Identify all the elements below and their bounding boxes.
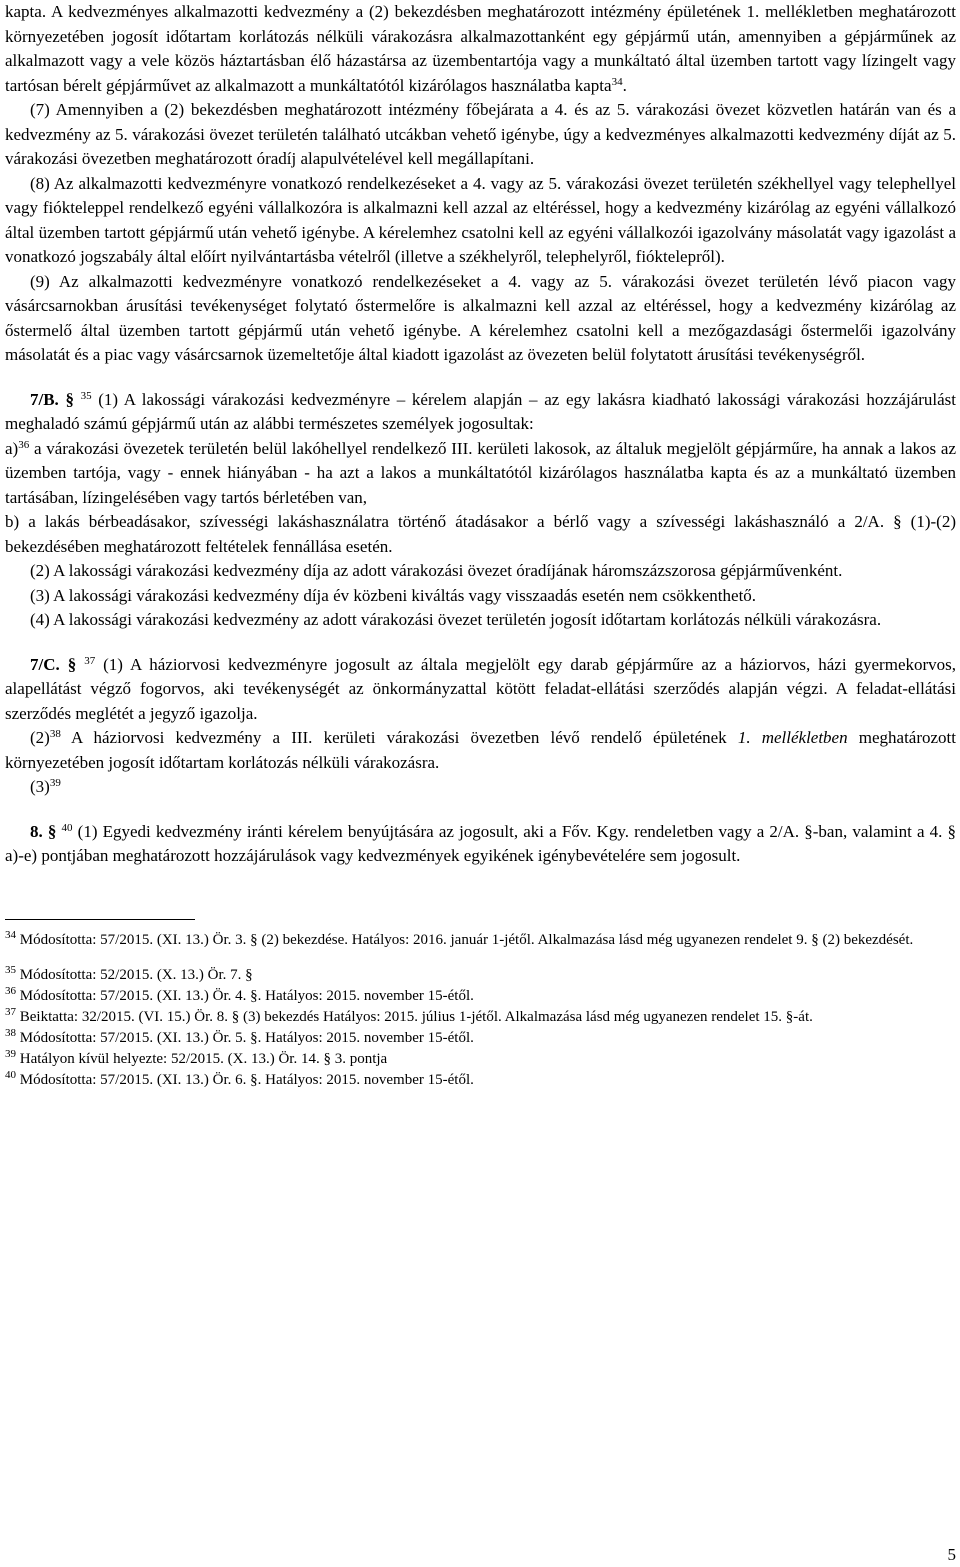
section-label-8: 8. § <box>30 821 57 841</box>
section-7c-text: (1) A háziorvosi kedvezményre jogosult az általa megjelölt egy darab gépjárműre az a háziorvos, házi gyermekorvos, alapellátást végző fogorvos, aki tevékenységét az önkormányzattal kötött feladat-ellátási szerződés alapján végzi. A feladat-ellátási szerződés meglétét a jegyző igazolja. <box>5 654 957 723</box>
footnote-text: Módosította: 57/2015. (XI. 13.) Ör. 4. §. Hatályos: 2015. november 15-étől. <box>19 987 474 1004</box>
section-gap <box>5 368 956 388</box>
paragraph-end: . <box>622 75 627 95</box>
paragraph-9: (9) Az alkalmazotti kedvezményre vonatkozó rendelkezéseket a 4. vagy az 5. várakozási övezet területén lévő piacon vagy vásárcsarnokban árusítási tevékenységet folytató őstermelőre is alkalmazni kell azzal az eltéréssel, hogy a kedvezmény kizárólag az őstermelő által üzemben tartott gépjármű után vehető igénybe. A kérelemhez csatolni kell a mezőgazdasági őstermelői igazolvány másolatát és a piac vagy vásárcsarnok üzemeltetője által kiadott igazolást az övezeten belül folytatott árusítási tevékenységről. <box>5 271 956 364</box>
footnote-number: 39 <box>5 1047 16 1060</box>
section-gap <box>5 633 956 653</box>
section-7c-paragraph-2 <box>5 726 956 775</box>
section-7b-paragraph-1 <box>5 388 956 437</box>
footnote-ref-37[interactable]: 37 <box>84 654 96 667</box>
annex-reference: 1. mellékletben <box>737 728 848 747</box>
section-7b-paragraph-4: (4) A lakossági várakozási kedvezmény az adott várakozási övezet területén jogosít időtartam korlátozás nélküli várakozásra. <box>30 610 882 629</box>
section-gap <box>5 891 956 913</box>
paragraph-2-label: (2) <box>30 728 50 747</box>
section-gap <box>5 800 956 820</box>
footnote-ref-40[interactable]: 40 <box>61 821 73 834</box>
footnote-text: Módosította: 52/2015. (X. 13.) Ör. 7. § <box>19 966 253 983</box>
section-8-text: (1) Egyedi kedvezmény iránti kérelem benyújtására az jogosult, aki a Főv. Kgy. rendeletben vagy a 2/A. §-ban, valamint a 4. § a)-e) pontjában meghatározott hozzájárulások vagy kedvezmények egyikének igénybevételére sem jogosult. <box>5 821 957 865</box>
footnote-40 <box>5 1070 956 1091</box>
footnote-number: 35 <box>5 963 16 976</box>
footnotes <box>5 930 956 1091</box>
footnote-gap <box>5 951 956 965</box>
paragraph-2-end: meghatározott környezetében jogosít időtartam korlátozás nélküli várakozásra. <box>5 728 956 772</box>
section-7b-paragraph-2: (2) A lakossági várakozási kedvezmény díja az adott várakozási övezet óradíjának háromszázszorosa gépjárművenként. <box>30 561 843 580</box>
footnote-ref-34[interactable]: 34 <box>611 75 623 88</box>
footnote-number: 34 <box>5 928 16 941</box>
paragraph-7: (7) Amennyiben a (2) bekezdésben meghatározott intézmény főbejárata a 4. és az 5. várakozási övezet közvetlen határán van és a kedvezmény az 5. várakozási övezet területén található utcákban vehető igénybe, úgy a kedvezményes alkalmazotti kedvezmény díját az 5. várakozási övezetben meghatározott óradíj alapulvételével kell megállapítani. <box>5 100 956 168</box>
section-7b-text: (1) A lakossági várakozási kedvezményre – kérelem alapján – az egy lakásra kiadható lakossági várakozási hozzájárulást meghaladó számú gépjármű után az alábbi természetes személyek jogosultak: <box>5 389 957 433</box>
section-label-7b: 7/B. § <box>30 389 74 409</box>
footnote-text: Módosította: 57/2015. (XI. 13.) Ör. 5. §. Hatályos: 2015. november 15-étől. <box>19 1029 474 1046</box>
footnote-34 <box>5 930 956 951</box>
paragraph-text: kapta. A kedvezményes alkalmazotti kedvezmény a (2) bekezdésben meghatározott intézmény épületének 1. mellékletben meghatározott környezetében jogosít időtartam korlátozás nélküli várakozásra alkalmazottanként egy gépjármű után, amennyiben a gépjárműnek az alkalmazott vagy a vele közös háztartásban élő házastársa az üzembentartója vagy a munkáltató által üzemben tartott vagy lízingelt vagy tartósan bérelt gépjárművet az alkalmazott a munkáltatótól kizárólagos használatba kapta <box>5 2 956 95</box>
footnote-number: 36 <box>5 984 16 997</box>
section-7b-point-a <box>5 437 956 511</box>
point-a-text: a várakozási övezetek területén belül lakóhellyel rendelkező III. kerületi lakosok, az általuk megjelölt gépjárműre, ha annak a lakos az üzemben tartója, vagy - ennek hiányában - ha azt a lakos a munkáltatótól kizárólagos használatba kapta és az a munkáltató üzemben tartásában, lízingelésében vagy tartós bérletében van, <box>5 438 956 507</box>
footnote-35 <box>5 965 956 986</box>
section-7c-paragraph-1 <box>5 653 956 727</box>
footnote-text: Módosította: 57/2015. (XI. 13.) Ör. 3. § (2) bekezdése. Hatályos: 2016. január 1-jétől. Alkalmazása lásd még ugyanezen rendelet 9. § (2) bekezdését. <box>19 931 914 948</box>
footnote-ref-36[interactable]: 36 <box>18 438 30 451</box>
section-7b-point-b: b) a lakás bérbeadásakor, szívességi lakáshasználatra történő átadásakor a bérlő vagy a szívességi lakáshasználó a 2/A. § (1)-(2) bekezdésében meghatározott feltételek fennállása esetén. <box>5 512 956 556</box>
point-a-label: a) <box>5 438 19 458</box>
paragraph-8: (8) Az alkalmazotti kedvezményre vonatkozó rendelkezéseket a 4. vagy az 5. várakozási övezet területén székhellyel vagy telephellyel vagy fiókteleppel rendelkező egyéni vállalkozóra is alkalmazni kell azzal az eltéréssel, hogy a kedvezmény kizárólag az egyéni vállalkozó által üzemben tartott gépjármű után vehető igénybe. A kérelemhez csatolni kell az egyéni vállalkozói igazolvány másolatát vagy igazolást a vonatkozó jogszabály által előírt nyilvántartásba vételről (illetve a székhelyről, telephelyről, fióktelepről). <box>5 173 956 266</box>
footnote-number: 40 <box>5 1068 16 1081</box>
section-label-7c: 7/C. § <box>30 654 77 674</box>
footnote-separator <box>5 919 195 920</box>
footnote-39 <box>5 1049 956 1070</box>
document-page <box>5 0 956 1091</box>
footnote-number: 37 <box>5 1005 16 1018</box>
section-gap <box>5 869 956 891</box>
section-8-paragraph-1 <box>5 820 956 869</box>
section-7b-paragraph-3: (3) A lakossági várakozási kedvezmény díja év közbeni kiváltás vagy visszaadás esetén nem csökkenthető. <box>30 585 757 605</box>
footnote-36 <box>5 986 956 1007</box>
footnote-text: Beiktatta: 32/2015. (VI. 15.) Ör. 8. § (3) bekezdés Hatályos: 2015. július 1-jétől. Alkalmazása lásd még ugyanezen rendelet 15. §-át. <box>19 1008 813 1025</box>
footnote-number: 38 <box>5 1026 16 1039</box>
section-7c-paragraph-3 <box>5 775 956 800</box>
footnote-text: Hatályon kívül helyezte: 52/2015. (X. 13.) Ör. 14. § 3. pontja <box>19 1050 388 1067</box>
paragraph-3-label: (3) <box>30 777 50 796</box>
footnote-text: Módosította: 57/2015. (XI. 13.) Ör. 6. §. Hatályos: 2015. november 15-étől. <box>19 1071 474 1088</box>
footnote-37 <box>5 1007 956 1028</box>
footnote-ref-39[interactable]: 39 <box>49 777 61 789</box>
footnote-ref-35[interactable]: 35 <box>80 389 92 402</box>
paragraph-6-continuation <box>5 0 956 98</box>
footnote-ref-38[interactable]: 38 <box>49 728 61 740</box>
footnote-38 <box>5 1028 956 1049</box>
page-number: 5 <box>947 1545 956 1564</box>
paragraph-2-text: A háziorvosi kedvezmény a III. kerületi várakozási övezetben lévő rendelő épületének <box>60 728 738 747</box>
